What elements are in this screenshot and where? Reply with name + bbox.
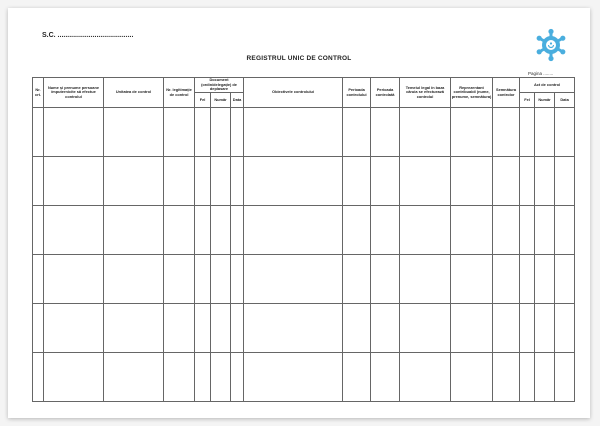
page-title: REGISTRUL UNIC DE CONTROL — [246, 55, 352, 62]
table-cell[interactable] — [104, 206, 164, 255]
table-cell[interactable] — [33, 157, 44, 206]
table-cell[interactable] — [164, 206, 195, 255]
table-cell[interactable] — [343, 304, 371, 353]
table-cell[interactable] — [195, 108, 211, 157]
table-cell[interactable] — [520, 206, 535, 255]
table-cell[interactable] — [400, 353, 451, 402]
table-cell[interactable] — [400, 255, 451, 304]
register-body — [33, 108, 575, 402]
table-row — [33, 353, 575, 402]
table-row — [33, 304, 575, 353]
table-cell[interactable] — [400, 157, 451, 206]
col-doc-numar: Număr — [211, 93, 231, 108]
table-cell[interactable] — [371, 108, 400, 157]
table-cell[interactable] — [195, 353, 211, 402]
table-cell[interactable] — [211, 304, 231, 353]
table-cell[interactable] — [535, 255, 555, 304]
table-cell[interactable] — [244, 206, 343, 255]
table-cell[interactable] — [211, 108, 231, 157]
table-cell[interactable] — [44, 206, 104, 255]
table-cell[interactable] — [343, 206, 371, 255]
table-cell[interactable] — [343, 157, 371, 206]
col-document-group: Document (ordin/delegație) de deplasare — [195, 78, 244, 93]
table-cell[interactable] — [211, 255, 231, 304]
table-cell[interactable] — [535, 304, 555, 353]
table-cell[interactable] — [33, 353, 44, 402]
table-cell[interactable] — [211, 157, 231, 206]
table-cell[interactable] — [195, 304, 211, 353]
col-act-group: Act de control — [520, 78, 575, 93]
col-persoane: Nume și prenume persoane împuternicite să efectue controlul — [44, 78, 104, 108]
table-cell[interactable] — [44, 157, 104, 206]
table-cell[interactable] — [371, 157, 400, 206]
table-cell[interactable] — [451, 108, 493, 157]
table-cell[interactable] — [371, 304, 400, 353]
col-legitimatie: Nr. legitimație de control — [164, 78, 195, 108]
table-cell[interactable] — [44, 255, 104, 304]
table-cell[interactable] — [535, 353, 555, 402]
table-cell[interactable] — [231, 206, 244, 255]
table-cell[interactable] — [451, 353, 493, 402]
table-cell[interactable] — [231, 353, 244, 402]
table-cell[interactable] — [555, 255, 575, 304]
snowflake-emblem-icon — [534, 28, 568, 62]
table-row — [33, 206, 575, 255]
table-cell[interactable] — [451, 304, 493, 353]
table-cell[interactable] — [520, 108, 535, 157]
table-cell[interactable] — [164, 255, 195, 304]
table-cell[interactable] — [555, 304, 575, 353]
table-cell[interactable] — [164, 108, 195, 157]
table-cell[interactable] — [44, 304, 104, 353]
table-cell[interactable] — [104, 304, 164, 353]
table-cell[interactable] — [164, 157, 195, 206]
table-cell[interactable] — [104, 353, 164, 402]
table-cell[interactable] — [555, 157, 575, 206]
table-cell[interactable] — [520, 353, 535, 402]
table-cell[interactable] — [493, 157, 520, 206]
table-cell[interactable] — [520, 157, 535, 206]
col-act-data: Data — [555, 93, 575, 108]
table-row — [33, 108, 575, 157]
table-cell[interactable] — [211, 353, 231, 402]
table-cell[interactable] — [44, 108, 104, 157]
control-register-table — [32, 77, 575, 402]
company-label: S.C. ....................................... — [42, 32, 134, 39]
table-cell[interactable] — [33, 255, 44, 304]
table-cell[interactable] — [451, 157, 493, 206]
col-doc-fel: Fel — [195, 93, 211, 108]
table-cell[interactable] — [164, 304, 195, 353]
col-reprezentant: Reprezentant contribuabil (nume, prenume, semnătura) — [451, 78, 493, 108]
page-number-label: Pagina ........ — [528, 71, 554, 76]
table-cell[interactable] — [231, 157, 244, 206]
table-cell[interactable] — [535, 206, 555, 255]
table-cell[interactable] — [555, 108, 575, 157]
col-act-fel: Fel — [520, 93, 535, 108]
table-cell[interactable] — [33, 206, 44, 255]
table-cell[interactable] — [343, 353, 371, 402]
table-row — [33, 255, 575, 304]
table-cell[interactable] — [195, 206, 211, 255]
table-cell[interactable] — [520, 255, 535, 304]
col-semnatura-controlor: Semnătura controlor — [493, 78, 520, 108]
col-perioada-controlului: Perioada controlului — [343, 78, 371, 108]
table-cell[interactable] — [400, 108, 451, 157]
col-obiective: Obiectivele controlului — [244, 78, 343, 108]
table-cell[interactable] — [400, 304, 451, 353]
table-cell[interactable] — [244, 108, 343, 157]
table-cell[interactable] — [555, 353, 575, 402]
table-cell[interactable] — [451, 206, 493, 255]
table-cell[interactable] — [493, 108, 520, 157]
table-cell[interactable] — [211, 206, 231, 255]
table-cell[interactable] — [231, 255, 244, 304]
table-cell[interactable] — [231, 304, 244, 353]
register-sheet — [8, 8, 590, 418]
table-cell[interactable] — [371, 353, 400, 402]
table-cell[interactable] — [244, 157, 343, 206]
table-cell[interactable] — [343, 255, 371, 304]
table-cell[interactable] — [493, 206, 520, 255]
table-cell[interactable] — [195, 157, 211, 206]
table-cell[interactable] — [371, 255, 400, 304]
table-cell[interactable] — [555, 206, 575, 255]
col-temeiul-legal: Temeiul legal în baza căruia se efectuează controlul — [400, 78, 451, 108]
table-cell[interactable] — [44, 353, 104, 402]
table-cell[interactable] — [493, 255, 520, 304]
table-cell[interactable] — [104, 255, 164, 304]
table-cell[interactable] — [244, 304, 343, 353]
table-cell[interactable] — [33, 304, 44, 353]
col-doc-data: Data — [231, 93, 244, 108]
table-cell[interactable] — [535, 157, 555, 206]
col-act-numar: Număr — [535, 93, 555, 108]
table-cell[interactable] — [520, 304, 535, 353]
table-cell[interactable] — [343, 108, 371, 157]
table-cell[interactable] — [493, 304, 520, 353]
table-row — [33, 157, 575, 206]
table-cell[interactable] — [244, 255, 343, 304]
table-cell[interactable] — [231, 108, 244, 157]
table-cell[interactable] — [244, 353, 343, 402]
table-cell[interactable] — [33, 108, 44, 157]
col-perioada-controlata: Perioada controlată — [371, 78, 400, 108]
col-nr-crt: Nr. crt. — [33, 78, 44, 108]
table-cell[interactable] — [164, 353, 195, 402]
table-cell[interactable] — [400, 206, 451, 255]
table-cell[interactable] — [104, 108, 164, 157]
table-cell[interactable] — [451, 255, 493, 304]
table-cell[interactable] — [104, 157, 164, 206]
table-cell[interactable] — [195, 255, 211, 304]
table-cell[interactable] — [371, 206, 400, 255]
table-cell[interactable] — [493, 353, 520, 402]
table-cell[interactable] — [535, 108, 555, 157]
col-unitatea: Unitatea de control — [104, 78, 164, 108]
